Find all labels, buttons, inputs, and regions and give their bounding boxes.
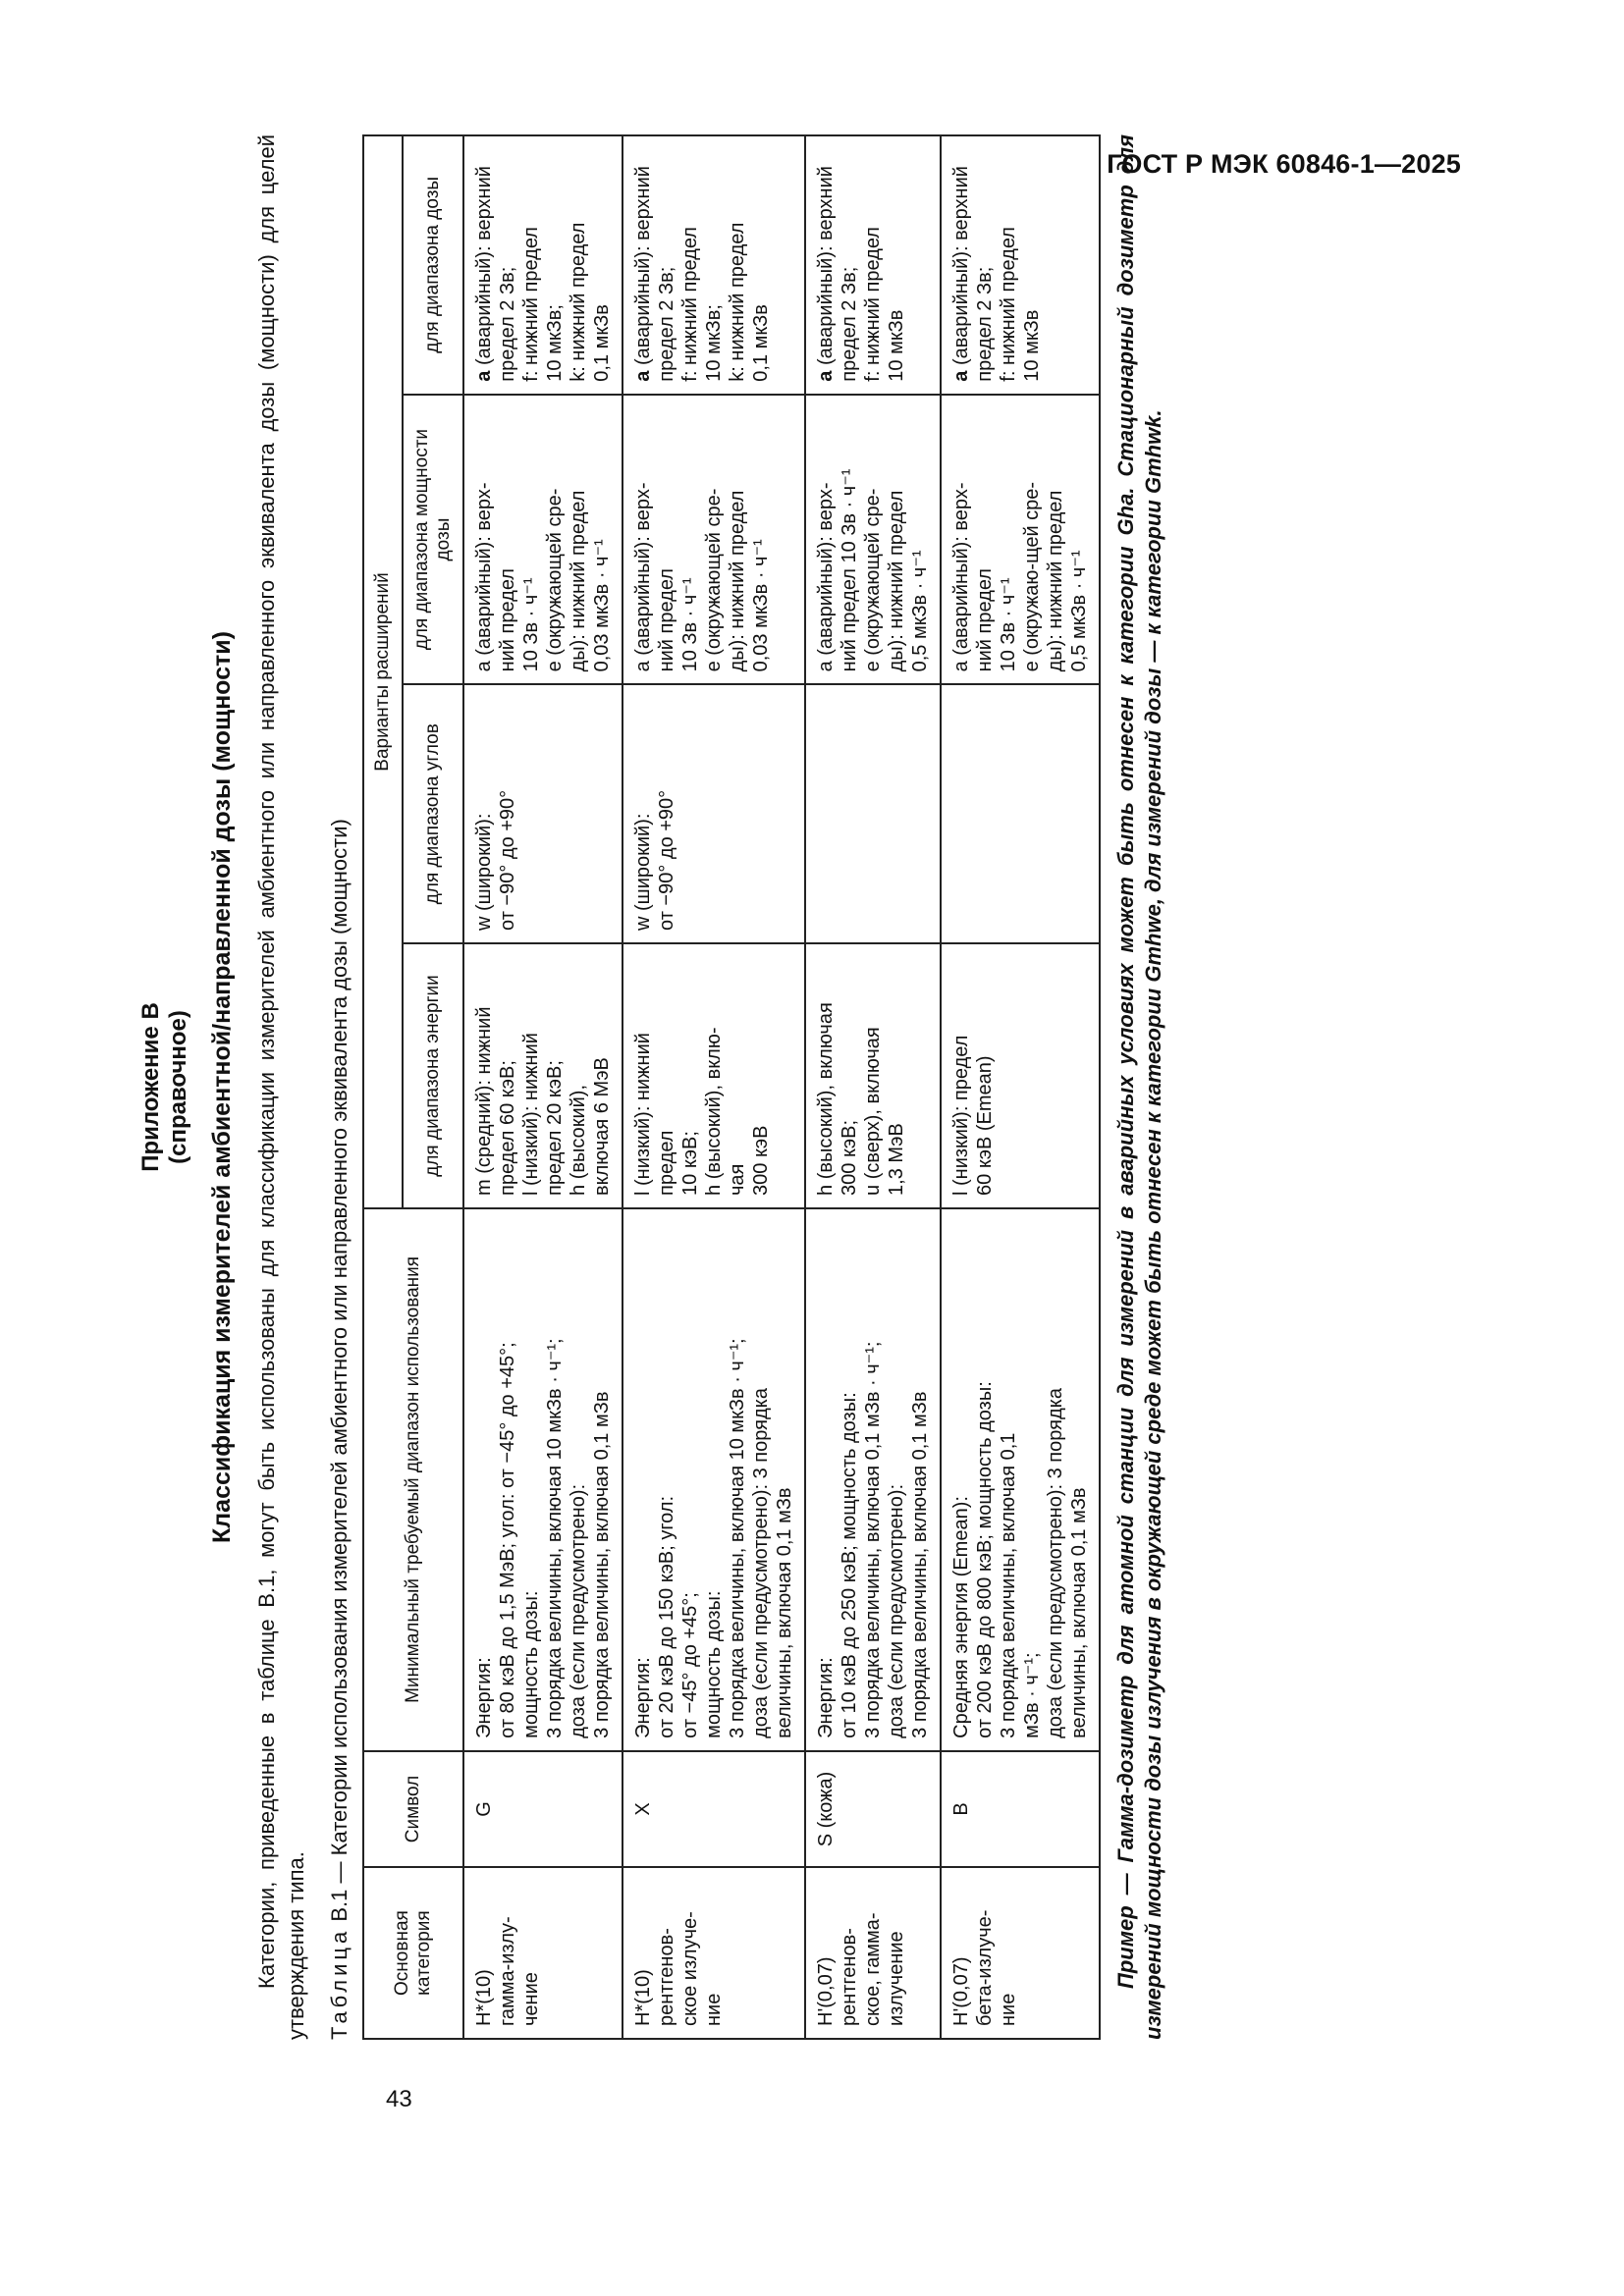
appendix-subtitle: (справочное): [165, 1010, 191, 1164]
header-variants: Варианты расширений: [363, 135, 403, 1208]
cell-line: f: нижний предел: [862, 227, 884, 382]
cell-dose-variant: [463, 135, 623, 395]
cell-line: f: нижний предел: [998, 227, 1019, 382]
cell-line: f: нижний предел: [520, 227, 542, 382]
cell-line: 3 порядка величины, включая 0,1: [998, 1432, 1019, 1738]
cell-line: 60 кэВ (Emean): [974, 1055, 996, 1196]
cell-line: w (широкий):: [632, 813, 654, 931]
cell-line: а (аварийный): верх-: [632, 482, 654, 672]
cell-line: 3 порядка величины, включая 0,1 мЗв · ч⁻¹;: [862, 1341, 884, 1738]
cell-energy-variant: [941, 943, 1100, 1208]
cell-symbol: G: [463, 1751, 623, 1867]
cell-line: рентгенов-: [656, 1928, 677, 2026]
cell-line: H'(0,07): [950, 1956, 972, 2026]
cell-line: 10 мкЗв;: [544, 304, 566, 382]
cell-line: от −45° до +45°;: [679, 1592, 701, 1738]
bold-letter: а: [473, 370, 495, 382]
cell-line: ды): нижний предел: [727, 490, 748, 672]
cell-line: 3 порядка величины, включая 0,1 мЗв: [909, 1391, 931, 1738]
bold-letter: а: [815, 370, 837, 382]
cell-line-rest: (аварийный): верхний: [815, 166, 837, 371]
cell-line: от −90° до +90°: [497, 789, 518, 931]
cell-symbol: B: [941, 1751, 1100, 1867]
cell-line: доза (если предусмотрено): 3 порядка: [1045, 1388, 1066, 1738]
table-caption-text: В.1 — Категории использования измерителей амбиентного или направленного эквивалента дозы (мощности): [327, 819, 352, 1928]
cell-line: предел 2 Зв;: [974, 266, 996, 382]
cell-line: [949, 148, 973, 382]
cell-dose-rate-variant: [941, 395, 1100, 685]
cell-energy-variant: [805, 943, 941, 1208]
cell-line: е (окружаю-щей сре-: [1021, 481, 1043, 672]
bold-letter: а: [950, 370, 972, 382]
cell-line: 0,1 мкЗв: [591, 304, 613, 382]
table-row: [941, 135, 1100, 2039]
cell-line: ды): нижний предел: [1045, 490, 1066, 672]
header-dose-range: для диапазона дозы: [403, 135, 463, 395]
cell-line: 10 мкЗв: [886, 309, 907, 382]
cell-min-range: [941, 1208, 1100, 1751]
cell-line: ний предел 10 Зв · ч⁻¹: [839, 468, 860, 672]
cell-line: 300 кэВ: [750, 1125, 772, 1196]
cell-line: е (окружающей сре-: [544, 488, 566, 672]
cell-line: доза (если предусмотрено): 3 порядка: [750, 1388, 772, 1738]
table-caption-prefix: Таблица: [327, 1927, 352, 2040]
cell-line: предел 60 кэВ;: [497, 1060, 518, 1196]
appendix-title: Приложение В: [137, 1002, 164, 1172]
cell-line: Энергия:: [473, 1657, 495, 1738]
cell-line: ское, гамма-: [862, 1912, 884, 2026]
cell-line: предел: [656, 1130, 677, 1196]
cell-basic-category: [463, 1867, 623, 2039]
table-caption: [325, 134, 354, 2040]
bold-letter: а: [632, 370, 654, 382]
table-row: [805, 135, 941, 2039]
example-note: Пример — Гамма-дозиметр для атомной станции для измерений в аварийных условиях может быть отнесен к категории Gha. Стационарный дозиметр для измерений мощности дозы излучения в окружающей среде может быть отнесен к категории Gmhwe, для измерений дозы — к категории Gmhwk.: [1113, 134, 1165, 2040]
cell-angle-variant: [463, 684, 623, 943]
cell-line: предел 20 кэВ;: [544, 1060, 566, 1196]
cell-line: ды): нижний предел: [568, 490, 589, 672]
cell-line: f: нижний предел: [679, 227, 701, 382]
cell-line: е (окружающей сре-: [703, 488, 725, 672]
cell-symbol: X: [623, 1751, 805, 1867]
classification-table-wrapper: [362, 134, 1101, 2040]
cell-line: Средняя энергия (Emean):: [950, 1496, 972, 1738]
header-energy-range: для диапазона энергии: [403, 943, 463, 1208]
cell-line: l (низкий): нижний: [632, 1033, 654, 1196]
cell-line: ний предел: [656, 568, 677, 672]
cell-line: k: нижний предел: [727, 222, 748, 382]
document-code: ГОСТ Р МЭК 60846-1—2025: [1107, 149, 1461, 179]
cell-line: l (низкий): предел: [950, 1035, 972, 1196]
cell-dose-variant: [805, 135, 941, 395]
cell-line: 10 мкЗв: [1021, 309, 1043, 382]
cell-line: мощность дозы:: [703, 1590, 725, 1738]
cell-line: от 200 кэВ до 800 кэВ; мощность дозы:: [974, 1381, 996, 1738]
cell-angle-variant: [623, 684, 805, 943]
cell-line: ний предел: [497, 568, 518, 672]
cell-line: ние: [703, 1993, 725, 2026]
cell-line: предел 2 Зв;: [656, 266, 677, 382]
cell-line: е (окружающей сре-: [862, 488, 884, 672]
cell-line-rest: (аварийный): верхний: [632, 166, 654, 371]
cell-line: 3 порядка величины, включая 0,1 мЗв: [591, 1391, 613, 1738]
cell-line: от −90° до +90°: [656, 789, 677, 931]
table-row: [463, 135, 623, 2039]
cell-line: величины, включая 0,1 мЗв: [774, 1487, 795, 1738]
cell-dose-rate-variant: [463, 395, 623, 685]
cell-line: 0,03 мкЗв · ч⁻¹: [750, 539, 772, 672]
cell-line: l (низкий): нижний: [520, 1033, 542, 1196]
cell-min-range: [463, 1208, 623, 1751]
cell-line: [814, 148, 838, 382]
cell-line: от 80 кэВ до 1,5 МэВ; угол: от −45° до +45°;: [497, 1342, 518, 1738]
cell-min-range: [623, 1208, 805, 1751]
cell-line: рентгенов-: [839, 1928, 860, 2026]
cell-energy-variant: [463, 943, 623, 1208]
cell-min-range: [805, 1208, 941, 1751]
cell-line-rest: (аварийный): верхний: [950, 166, 972, 371]
cell-line: 10 Зв · ч⁻¹: [520, 577, 542, 672]
cell-line: 0,5 мкЗв · ч⁻¹: [1068, 550, 1090, 672]
cell-line: величины, включая 0,1 мЗв: [1068, 1487, 1090, 1738]
cell-line: Энергия:: [815, 1657, 837, 1738]
cell-angle-variant: [805, 684, 941, 943]
header-basic-category: Основная категория: [363, 1867, 463, 2039]
intro-paragraph: Категории, приведенные в таблице В.1, могут быть использованы для классификации измерителей амбиентного или направленного эквивалента дозы (мощности) для целей утверждения типа.: [254, 134, 308, 2040]
cell-energy-variant: [623, 943, 805, 1208]
cell-dose-rate-variant: [805, 395, 941, 685]
cell-line: 0,1 мкЗв: [750, 304, 772, 382]
cell-line: 10 кэВ;: [679, 1131, 701, 1196]
cell-line: 10 Зв · ч⁻¹: [679, 577, 701, 672]
cell-line: 10 Зв · ч⁻¹: [998, 577, 1019, 672]
cell-line: от 10 кэВ до 250 кэВ; мощность дозы:: [839, 1392, 860, 1738]
cell-line: Энергия:: [632, 1657, 654, 1738]
cell-line: доза (если предусмотрено):: [886, 1483, 907, 1738]
page-number: 43: [386, 2086, 412, 2112]
cell-line: 1,3 МэВ: [886, 1123, 907, 1196]
cell-line: H*(10): [632, 1969, 654, 2026]
cell-line: h (высокий),: [568, 1084, 589, 1196]
cell-line: ний предел: [974, 568, 996, 672]
table-body: [463, 135, 1100, 2039]
cell-line: 10 мкЗв;: [703, 304, 725, 382]
cell-line: 0,5 мкЗв · ч⁻¹: [909, 550, 931, 672]
cell-line: гамма-излу-: [497, 1916, 518, 2026]
cell-line: а (аварийный): верх-: [815, 482, 837, 672]
cell-line: H*(10): [473, 1969, 495, 2026]
cell-line: от 20 кэВ до 150 кэВ; угол:: [656, 1495, 677, 1738]
cell-line: 3 порядка величины, включая 10 мкЗв · ч⁻¹;: [727, 1338, 748, 1738]
table-row: [623, 135, 805, 2039]
header-dose-rate-range: для диапазона мощности дозы: [403, 395, 463, 685]
cell-line: излучение: [886, 1931, 907, 2026]
header-symbol: Символ: [363, 1751, 463, 1867]
cell-line: [472, 148, 496, 382]
cell-line: m (средний): нижний: [473, 1006, 495, 1196]
cell-line: чение: [520, 1972, 542, 2026]
cell-line: h (высокий), вклю-: [703, 1027, 725, 1196]
cell-line: предел 2 Зв;: [839, 266, 860, 382]
cell-line: w (широкий):: [473, 813, 495, 931]
cell-line: k: нижний предел: [568, 222, 589, 382]
section-title: Классификация измерителей амбиентной/направленной дозы (мощности): [208, 631, 236, 1543]
cell-line: а (аварийный): верх-: [473, 482, 495, 672]
header-min-range: Минимальный требуемый диапазон использования: [363, 1208, 463, 1751]
cell-line-rest: (аварийный): верхний: [473, 166, 495, 371]
cell-basic-category: [623, 1867, 805, 2039]
cell-dose-rate-variant: [623, 395, 805, 685]
cell-basic-category: [805, 1867, 941, 2039]
cell-line: 0,03 мкЗв · ч⁻¹: [591, 539, 613, 672]
cell-basic-category: [941, 1867, 1100, 2039]
cell-line: ние: [998, 1993, 1019, 2026]
cell-line: u (сверх), включая: [862, 1027, 884, 1196]
cell-line: включая 6 МэВ: [591, 1057, 613, 1196]
header-angle-range: для диапазона углов: [403, 684, 463, 943]
cell-line: H'(0,07): [815, 1956, 837, 2026]
cell-line: предел 2 Зв;: [497, 266, 518, 382]
classification-table: [362, 134, 1101, 2040]
cell-dose-variant: [941, 135, 1100, 395]
cell-line: мощность дозы:: [520, 1590, 542, 1738]
cell-line: мЗв · ч⁻¹;: [1021, 1652, 1043, 1738]
cell-line: чая: [727, 1163, 748, 1196]
rotated-page-content: [137, 74, 1551, 2101]
cell-line: доза (если предусмотрено):: [568, 1483, 589, 1738]
cell-line: 3 порядка величины, включая 10 мкЗв · ч⁻¹;: [544, 1338, 566, 1738]
cell-dose-variant: [623, 135, 805, 395]
cell-line: ды): нижний предел: [886, 490, 907, 672]
cell-line: ское излуче-: [679, 1911, 701, 2026]
cell-line: 300 кэВ;: [839, 1119, 860, 1196]
cell-symbol: S (кожа): [805, 1751, 941, 1867]
cell-line: h (высокий), включая: [815, 1002, 837, 1196]
cell-line: бета-излуче-: [974, 1909, 996, 2026]
cell-line: [631, 148, 655, 382]
cell-angle-variant: [941, 684, 1100, 943]
cell-line: а (аварийный): верх-: [950, 482, 972, 672]
